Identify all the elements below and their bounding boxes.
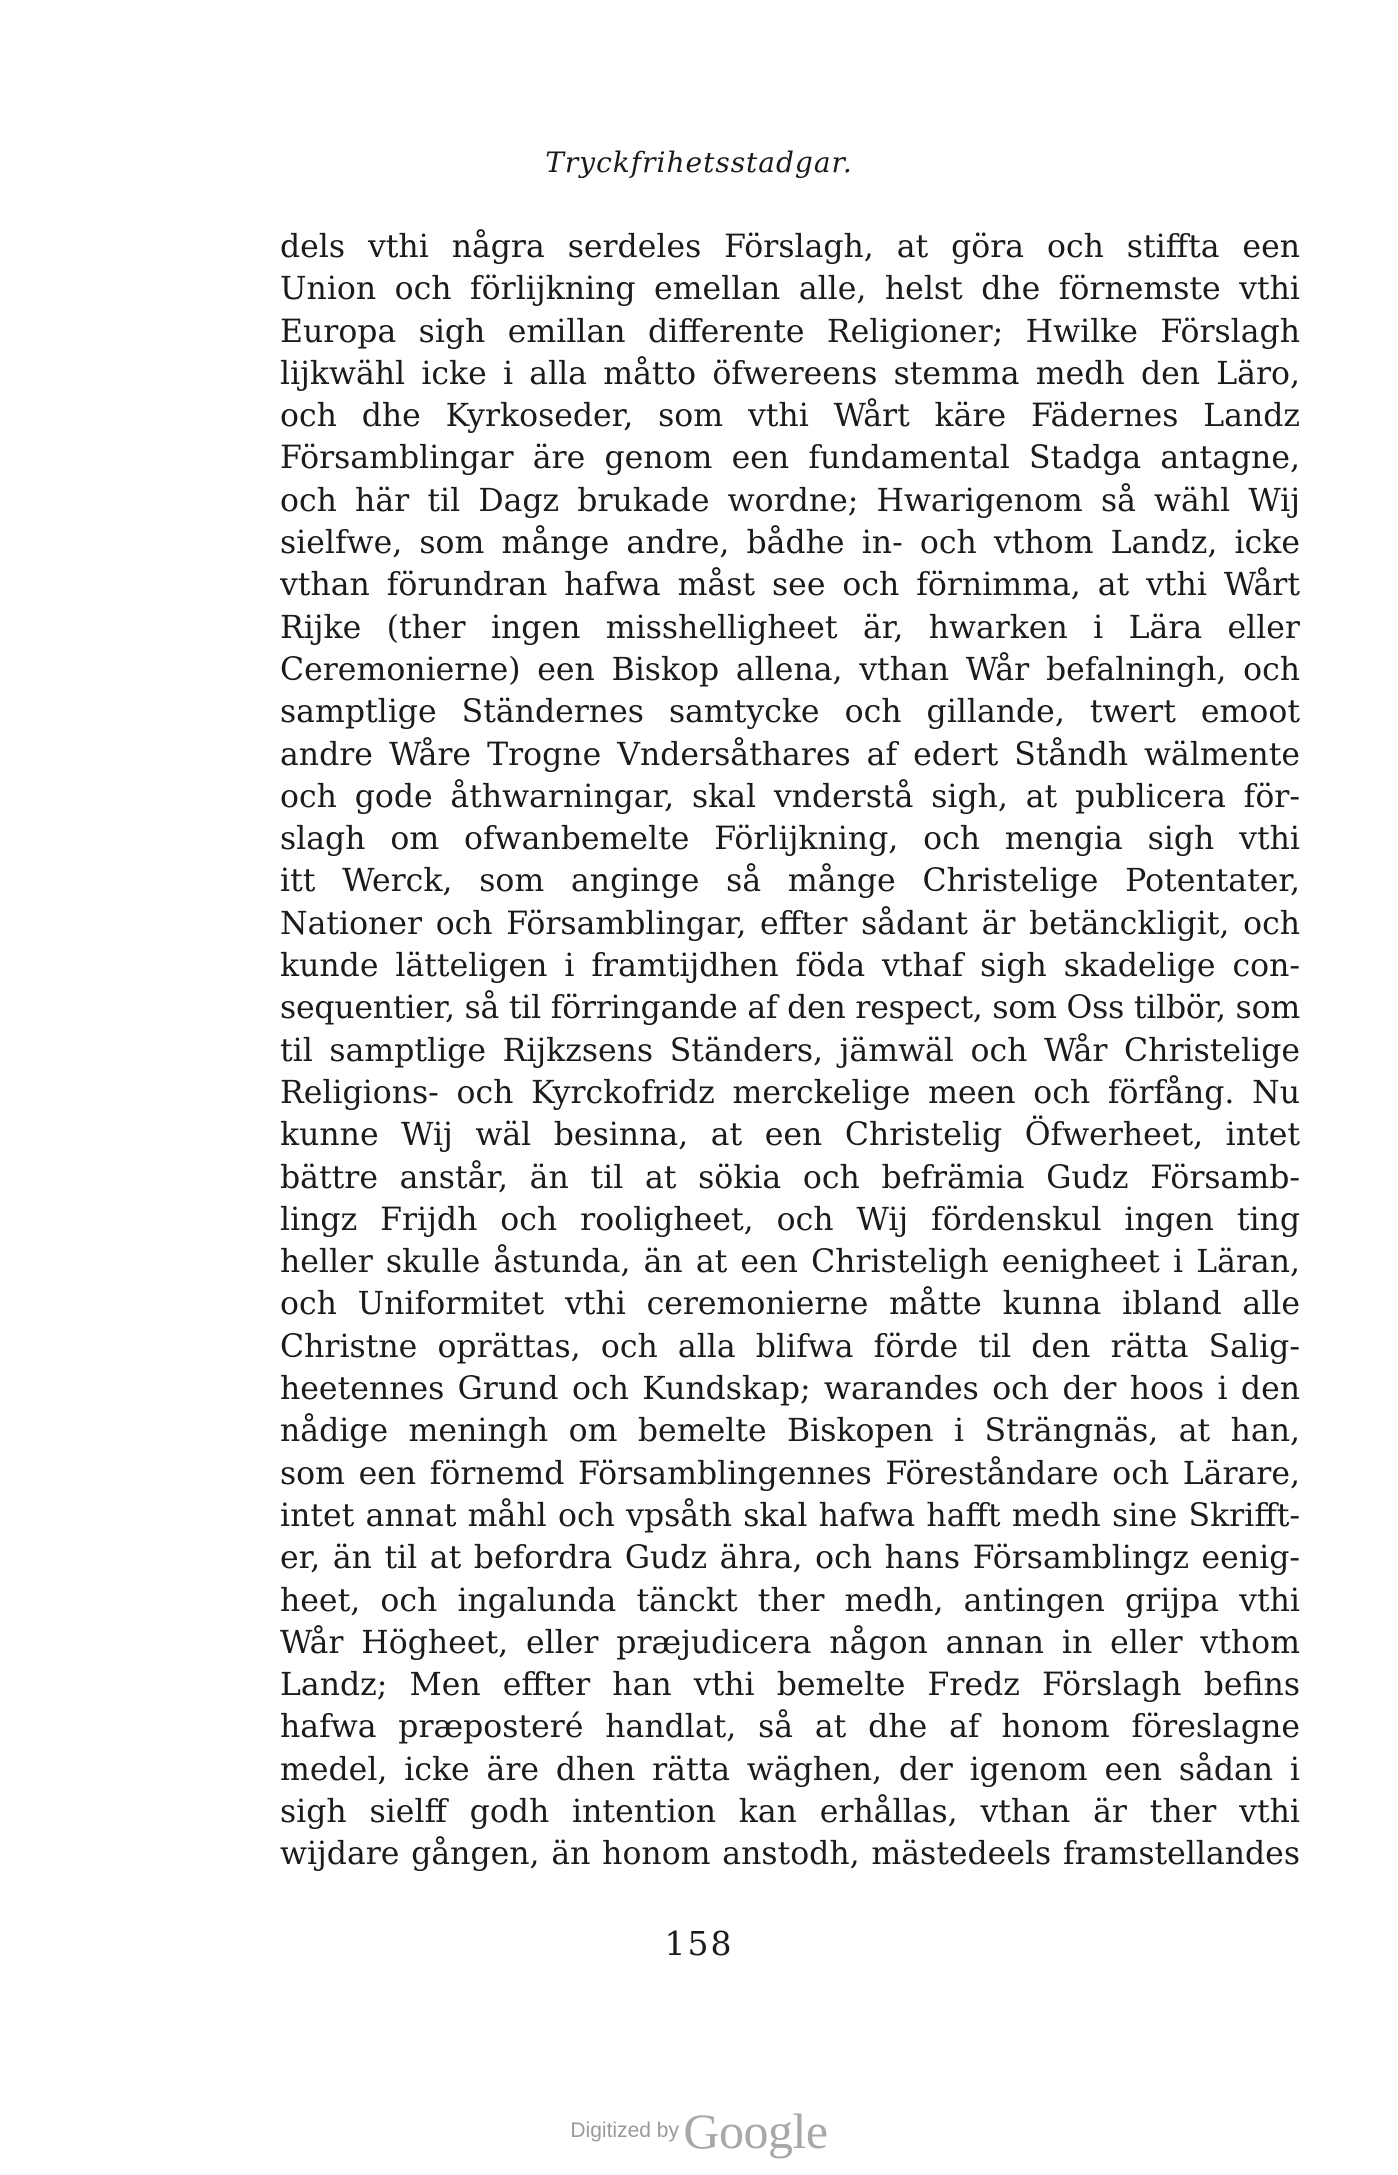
text-line: heet, och ingalunda tänckt ther medh, antingen grijpa vthi — [280, 1582, 1300, 1619]
text-line: samptlige Ständernes samtycke och gillande, twert emoot — [280, 694, 1300, 731]
text-line: som een förnemd Församblingennes Föreståndare och Lärare, — [280, 1455, 1300, 1492]
running-head: Tryckfrihetsstadgar. — [545, 146, 853, 179]
text-line: Europa sigh emillan differente Religioner; Hwilke Förslagh — [280, 313, 1300, 350]
text-line: Union och förlijkning emellan alle, helst dhe förnemste vthi — [280, 271, 1300, 308]
text-line: bättre anstår, än til at sökia och befrämia Gudz Församb- — [280, 1159, 1300, 1196]
body-text — [280, 226, 1300, 1876]
digitized-watermark — [0, 2102, 1398, 2160]
text-line: och här til Dagz brukade wordne; Hwarigenom så wähl Wij — [280, 482, 1300, 519]
text-line: Rijke (ther ingen misshelligheet är, hwarken i Lära eller — [280, 609, 1300, 646]
text-line: Landz; Men effter han vthi bemelte Fredz Förslagh befins — [280, 1667, 1300, 1704]
text-line: vthan förundran hafwa måst see och förnimma, at vthi Wårt — [280, 567, 1300, 604]
text-line: heller skulle åstunda, än at een Christeligh eenigheet i Läran, — [280, 1244, 1300, 1281]
text-line: lijkwähl icke i alla måtto öfwereens stemma medh den Läro, — [280, 355, 1300, 392]
text-line: dels vthi några serdeles Förslagh, at göra och stiffta een — [280, 229, 1300, 265]
text-line: slagh om ofwanbemelte Förlijkning, och mengia sigh vthi — [280, 821, 1300, 858]
text-line: Nationer och Församblingar, effter sådant är betänckligit, och — [280, 905, 1300, 942]
text-line: itt Werck, som anginge så månge Christelige Potentater, — [280, 863, 1300, 900]
text-line: kunde lätteligen i framtijdhen föda vthaf sigh skadelige con- — [280, 948, 1300, 985]
text-line: sequentier, så til förringande af den respect, som Oss tilbör, som — [280, 990, 1300, 1027]
text-line: Christne oprättas, och alla blifwa förde til den rätta Salig- — [280, 1328, 1300, 1365]
text-line: och dhe Kyrkoseder, som vthi Wårt käre Fädernes Landz — [280, 398, 1300, 435]
digitized-by-label: Digitized by — [570, 2119, 679, 2142]
text-line: heetennes Grund och Kundskap; warandes och der hoos i den — [280, 1371, 1300, 1408]
google-logo: Google — [683, 2103, 828, 2159]
text-line: nådige meningh om bemelte Biskopen i Strängnäs, at han, — [280, 1413, 1300, 1450]
text-line: til samptlige Rijkzsens Ständers, jämwäl och Wår Christelige — [280, 1032, 1300, 1069]
text-line: och gode åthwarningar, skal vnderstå sigh, at publicera för- — [280, 778, 1300, 815]
page-number: 158 — [664, 1924, 734, 1963]
text-line: sielfwe, som månge andre, bådhe in- och vthom Landz, icke — [280, 525, 1300, 562]
text-line: sigh sielff godh intention kan erhållas, vthan är ther vthi — [280, 1793, 1300, 1830]
text-line: Wår Högheet, eller præjudicera någon annan in eller vthom — [280, 1624, 1300, 1661]
text-line: er, än til at befordra Gudz ähra, och hans Församblingz eenig- — [280, 1540, 1300, 1577]
text-line: hafwa præposteré handlat, så at dhe af honom föreslagne — [280, 1709, 1300, 1746]
text-line: Församblingar äre genom een fundamental Stadga antagne, — [280, 440, 1300, 477]
text-line: medel, icke äre dhen rätta wäghen, der igenom een sådan i — [280, 1751, 1300, 1788]
text-line: wijdare gången, än honom anstodh, mästedeels framstellandes — [280, 1836, 1300, 1873]
text-line: andre Wåre Trogne Vndersåthares af edert Ståndh wälmente — [280, 736, 1300, 773]
text-line: kunne Wij wäl besinna, at een Christelig Öfwerheet, intet — [280, 1117, 1300, 1154]
text-line: och Uniformitet vthi ceremonierne måtte kunna ibland alle — [280, 1286, 1300, 1323]
text-line: Religions- och Kyrckofridz merckelige meen och förfång. Nu — [280, 1074, 1300, 1111]
text-line: lingz Frijdh och rooligheet, och Wij fördenskul ingen ting — [280, 1201, 1300, 1238]
text-line: intet annat måhl och vpsåth skal hafwa hafft medh sine Skrifft- — [280, 1497, 1300, 1534]
text-line: Ceremonierne) een Biskop allena, vthan Wår befalningh, och — [280, 651, 1300, 688]
